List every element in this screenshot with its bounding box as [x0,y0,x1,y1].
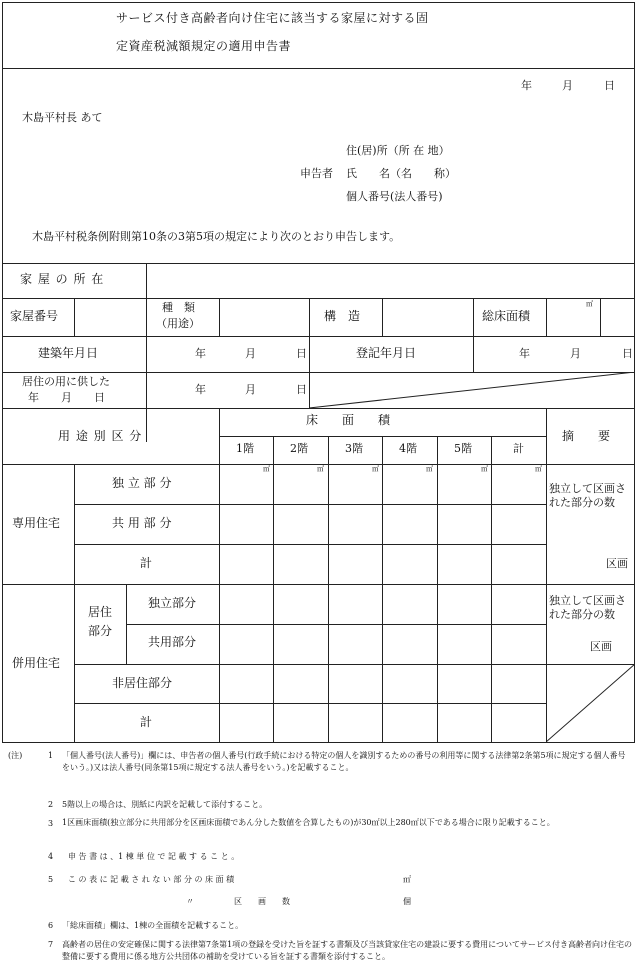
row-line [2,298,635,299]
col-line [74,464,75,742]
col-line [309,336,310,372]
row-line [74,504,546,505]
registered-month: 月 [570,347,581,360]
note-number: 7 [48,940,54,949]
floor-header: 2階 [290,442,308,455]
built-day: 日 [296,347,307,360]
row-line [2,408,635,409]
note-text: 〃 区 画 数 [186,897,290,906]
note-text: 「総床面積」欄は、1棟の全面積を記載すること。 [62,921,244,930]
col-line [219,408,220,742]
note-number: 5 [48,875,54,884]
note-text: 高齢者の居住の安定確保に関する法律第7条第1項の登録を受けた旨を証する書類及び当該貸家住宅の建設に要する費用についてサービス付き高齢者向け住宅の整備に要する費用に係る地方公共団体の補助を受けている旨を証する書類を添付すること。 [62,940,633,961]
remark-unit-mixed: 区画 [590,640,612,653]
diagonal-strike-remarks [546,664,635,742]
sqm-unit: ㎡ [535,465,542,473]
form-title-line1: サービス付き高齢者向け住宅に該当する家屋に対する固 [116,11,429,25]
note-number: 6 [48,921,54,930]
date-year: 年 [521,79,532,92]
sqm-unit: ㎡ [317,465,324,473]
residence-month: 月 [245,383,256,396]
row-line [74,544,546,545]
remark-independent-count: 独立して区画された部分の数 [549,482,626,509]
dedicated-housing-label: 専用住宅 [12,516,61,530]
title-divider [2,68,635,69]
col-line [546,298,547,336]
built-month: 月 [245,347,256,360]
floor-header: 3階 [345,442,363,455]
col-line [437,436,438,742]
registered-day: 日 [622,347,633,360]
row-line [74,703,546,704]
mixed-shared-label: 共用部分 [148,635,197,649]
col-line [146,336,147,442]
sqm-unit: ㎡ [263,465,270,473]
note-number: 3 [48,819,54,828]
residence-use-label-date: 年 月 日 [28,391,105,404]
floor-header: 5階 [454,442,472,455]
row-line [126,624,546,625]
applicant-address-label: 住(居)所（所 在 地） [346,144,450,157]
col-line [382,436,383,742]
addressee: 木島平村長 あて [22,111,103,124]
kind-sub-label: （用途） [156,317,200,330]
residence-day: 日 [296,383,307,396]
mixed-total-label: 計 [140,715,153,729]
col-line [309,298,310,336]
col-line [146,298,147,336]
total-floor-area-label: 総床面積 [482,309,531,323]
col-line [219,298,220,336]
form-title-line2: 定資産税減額規定の適用申告書 [116,39,292,53]
structure-label: 構 造 [324,309,361,323]
note-text: こ の 表 に 記 載 さ れ な い 部 分 の 床 面 積 [68,875,235,884]
note-number: 4 [48,852,54,861]
remark-unit: 区画 [606,557,628,570]
sqm-unit: ㎡ [481,465,488,473]
diagonal-strike [309,372,635,408]
house-number-label: 家屋番号 [10,309,59,323]
sqm-unit: ㎡ [372,465,379,473]
note-number: 1 [48,751,54,760]
total-floor-area-unit: ㎡ [586,300,593,308]
note-count-unit: 個 [403,897,411,906]
row-line [2,584,635,585]
residence-use-label: 居住の用に供した [22,375,110,388]
note-text: 1区画床面積(独立部分に共用部分を区画床面積であん分した数値を合算したもの)が30㎡以上280㎡以下である場合に限り記載すること。 [62,818,555,827]
floor-area-label: 床 面 積 [306,413,391,427]
col-line [328,436,329,742]
built-date-label: 建築年月日 [38,346,99,360]
built-year: 年 [195,347,206,360]
note-text: 5階以上の場合は、別紙に内訳を記載して添付すること。 [62,800,268,809]
independent-part-label: 独 立 部 分 [112,476,172,490]
row-line [2,336,635,337]
statement-text: 木島平村税条例附則第10条の3第5項の規定により次のとおり申告します。 [32,230,401,243]
col-line [382,298,383,336]
shared-part-label: 共 用 部 分 [112,516,172,530]
residential-part-label: 居住 [88,605,113,619]
non-residential-label: 非居住部分 [112,676,173,690]
col-line [473,336,474,372]
registered-year: 年 [519,347,530,360]
col-line [74,298,75,336]
dedicated-total-label: 計 [140,556,153,570]
col-line [600,298,601,336]
applicant-name-label: 氏 名（名 称） [346,167,456,180]
registered-date-label: 登記年月日 [356,346,417,360]
floor-header: 計 [513,442,524,455]
mixed-independent-label: 独立部分 [148,596,197,610]
applicant-prefix: 申告者 [300,167,333,180]
use-category-label: 用 途 別 区 分 [58,429,143,443]
col-line [491,436,492,742]
mixed-housing-label: 併用住宅 [12,656,61,670]
col-line [273,436,274,742]
table-top-border [2,263,635,264]
col-line [473,298,474,336]
note-text: 「個人番号(法人番号)」欄には、申告者の個人番号(行政手続における特定の個人を識別するための番号の利用等に関する法律第2条第5項に規定する個人番号をいう。)又は法人番号(同条第15項に規定する法人番号をいう。)を記載すること。 [62,751,626,772]
kind-label: 種 類 [162,301,195,314]
sqm-unit: ㎡ [426,465,433,473]
notes-prefix: (注) [8,751,23,760]
note-number: 2 [48,800,54,809]
note-sqm-unit: ㎡ [403,875,411,884]
location-divider [146,263,147,298]
location-label: 家 屋 の 所 在 [20,272,105,286]
floor-header: 4階 [399,442,417,455]
residential-part-label-2: 部分 [88,624,113,638]
floor-header: 1階 [236,442,254,455]
note-text: 申 告 書 は 、1 棟 単 位 で 記 載 す る こ と 。 [68,852,240,861]
remark-independent-count-mixed: 独立して区画された部分の数 [549,594,626,621]
applicant-number-label: 個人番号(法人番号) [346,190,443,203]
remarks-label: 摘 要 [562,429,611,443]
date-day: 日 [604,79,615,92]
residence-year: 年 [195,383,206,396]
date-month: 月 [562,79,573,92]
